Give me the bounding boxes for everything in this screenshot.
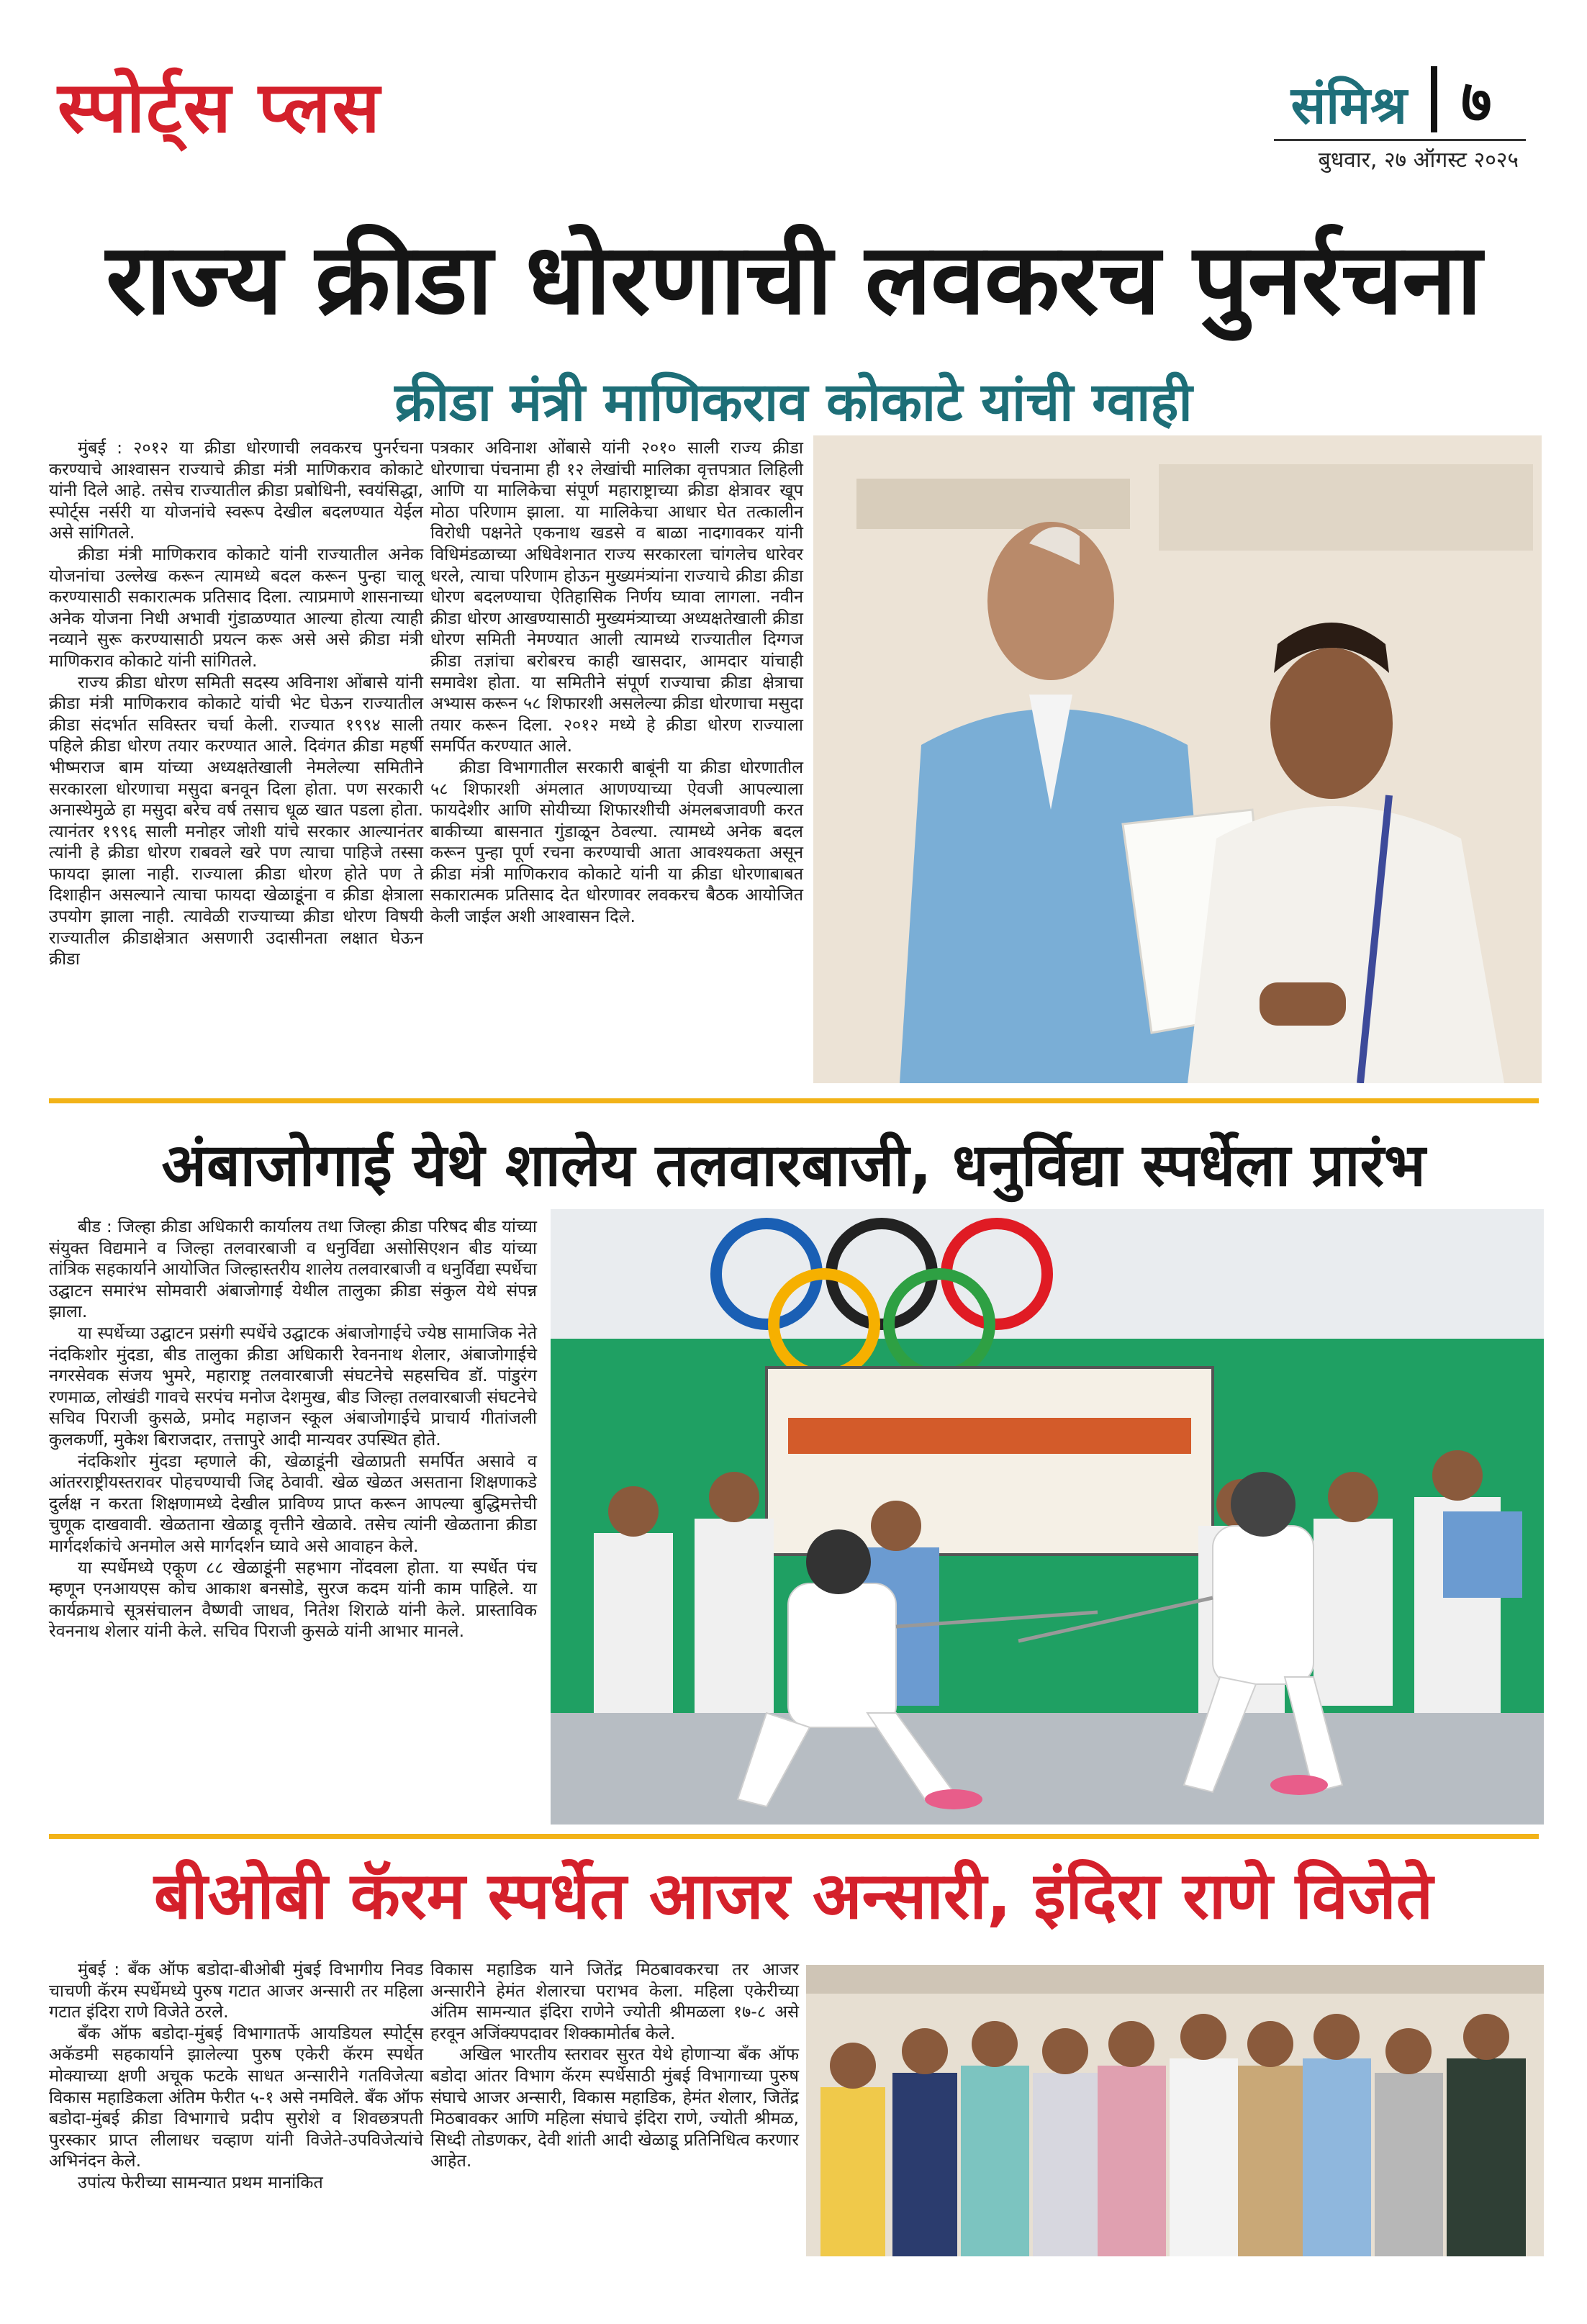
- photo-illustration: [806, 1965, 1544, 2256]
- photo-illustration: [813, 435, 1542, 1083]
- paragraph: उपांत्य फेरीच्या सामन्यात प्रथम मानांकित: [78, 2171, 323, 2192]
- section-name: संमिश्र: [1290, 75, 1407, 135]
- paragraph: नंदकिशोर मुंदडा म्हणाले की, खेळाडूंनी खेळाप्रती समर्पित असावे व आंतरराष्ट्रीयस्तरावर पोहचण्याची जिद्द ठेवावी. खेळ खेळत असताना शिक्षणाकडे दुर्लक्ष न करता शिक्षणामध्ये देखील प्राविण्य प्राप्त करून आपल्या बुद्धिमत्तेची चुणूक दाखवावी. खेळताना खेळाडू वृत्तीने खेळावे. तसेच त्यांनी खेळताना क्रीडा मार्गदर्शकांचे अनमोल असे मार्गदर्शन घ्यावे असे आवाहन केले.: [49, 1450, 537, 1556]
- date-rule: [1274, 139, 1526, 141]
- paragraph: मुंबई : बँक ऑफ बडोदा-बीओबी मुंबई विभागीय निवड चाचणी कॅरम स्पर्धेमध्ये पुरुष गटात आजर अन्सारी तर महिला गटात इंदिरा राणे विजेते ठरले.: [49, 1959, 423, 2022]
- story1-subheadline: क्रीडा मंत्री माणिकराव कोकाटे यांची ग्वाही: [394, 371, 1193, 433]
- story1-column-1: [49, 438, 423, 970]
- story1-column-2: [430, 438, 803, 928]
- masthead-title: स्पोर्ट्स प्लस: [58, 67, 381, 149]
- paragraph: या स्पर्धेच्या उद्घाटन प्रसंगी स्पर्धेचे उद्घाटक अंबाजोगाईचे ज्येष्ठ सामाजिक नेते नंदकिशोर मुंदडा, बीड तालुका क्रीडा अधिकारी रेवननाथ शेलार, अंबाजोगाईचे नगरसेवक संजय भुमरे, महाराष्ट्र तलवारबाजी संघटनेचे सहसचिव डॉ. पांडुरंग रणमाळ, लोखंडी गावचे सरपंच मनोज देशमुख, बीड जिल्हा तलवारबाजी संघटनेचे सचिव पिराजी कुसळे, प्रमोद महाजन स्कूल अंबाजोगाईचे प्राचार्य गीतांजली कुलकर्णी, मुकेश बिराजदार, तत्तापुरे आदी मान्यवर उपस्थित होते.: [49, 1322, 537, 1450]
- story1-headline: राज्य क्रीडा धोरणाची लवकरच पुनर्रचना: [106, 223, 1481, 337]
- paragraph: पत्रकार अविनाश ओंबासे यांनी २०१० साली राज्य क्रीडा धोरणाचा पंचनामा ही १२ लेखांची मालिका वृत्तपत्रात लिहिली आणि या मालिकेचा संपूर्ण महाराष्ट्राच्या क्रीडा क्षेत्रावर खूप मोठा परिणाम झाला. या मालिकेचा आधार घेत तत्कालीन विरोधी पक्षनेते एकनाथ खडसे व बाळा नादगावकर यांनी विधिमंडळाच्या अधिवेशनात राज्य सरकारला चांगलेच धारेवर धरले, त्याचा परिणाम होऊन मुख्यमंत्र्यांना राज्याचे क्रीडा क्रीडा धोरण बदलण्याचा ऐतिहासिक निर्णय घ्यावा लागला. नवीन क्रीडा धोरण आखण्यासाठी मुख्यमंत्र्याच्या अध्यक्षतेखाली क्रीडा धोरण समिती नेमण्यात आली त्यामध्ये राज्यातील दिग्गज क्रीडा तज्ञांचा बरोबरच काही खासदार, आमदार यांचाही समावेश होता. या समितीने संपूर्ण राज्याचा क्रीडा क्षेत्राचा अभ्यास करून ५८ शिफारशी असलेल्या क्रीडा धोरणाचा मसुदा तयार करून दिला. २०१२ मध्ये हे क्रीडा धोरण राज्याला समर्पित करण्यात आले.: [430, 438, 803, 756]
- section-divider: [49, 1834, 1539, 1839]
- paragraph: बँक ऑफ बडोदा-मुंबई विभागातर्फे आयडियल स्पोर्ट्स अकॅडमी सहकार्याने झालेल्या पुरुष एकेरी कॅरम स्पर्धेत मोक्याच्या क्षणी अचूक फटके साधत अन्सारीने गतविजेत्या विकास महाडिकला अंतिम फेरीत ५-१ असे नमविले. बँक ऑफ बडोदा-मुंबई क्रीडा विभागाचे प्रदीप सुरोशे व शिवछत्रपती पुरस्कार प्राप्त लीलाधर चव्हाण यांनी विजेते-उपविजेत्यांचे अभिनंदन केले.: [49, 2022, 423, 2171]
- section-label: [1291, 68, 1407, 139]
- paragraph: क्रीडा मंत्री माणिकराव कोकाटे यांनी राज्यातील अनेक योजनांचा उल्लेख करून त्यामध्ये बदल करून पुन्हा चालू करण्यासाठी सकारात्मक प्रतिसाद दिला. त्याप्रमाणे शासनाच्या अनेक योजना निधी अभावी गुंडाळण्यात आल्या होत्या त्याही नव्याने सुरू करण्यासाठी प्रयत्न करू असे असे क्रीडा मंत्री माणिकराव कोकाटे यांनी सांगितले.: [49, 543, 423, 671]
- paragraph: विकास महाडिक याने जितेंद्र मिठबावकरचा तर आजर अन्सारीने हेमंत शेलारचा पराभव केला. महिला एकेरीच्या अंतिम सामन्यात इंदिरा राणेने ज्योती श्रीमळला १७-८ असे हरवून अजिंक्यपदावर शिक्कामोर्तब केले.: [430, 1959, 799, 2043]
- paragraph: बीड : जिल्हा क्रीडा अधिकारी कार्यालय तथा जिल्हा क्रीडा परिषद बीड यांच्या संयुक्त विद्यमाने व जिल्हा तलवारबाजी व धनुर्विद्या असोसिएशन बीड यांच्या तांत्रिक सहकार्याने आयोजित जिल्हास्तरीय शालेय तलवारबाजी व धनुर्विद्या स्पर्धेचा उद्घाटन समारंभ सोमवारी अंबाजोगाई येथील तालुका क्रीडा संकुल येथे संपन्न झाला.: [49, 1216, 537, 1322]
- page-number: ७: [1461, 68, 1492, 136]
- story1-photo-handshake: [813, 435, 1542, 1083]
- story2-photo-fencing: [551, 1209, 1544, 1825]
- story2-column: [49, 1216, 537, 1642]
- story3-column-2: [430, 1959, 799, 2172]
- story2-headline: अंबाजोगाई येथे शालेय तलवारबाजी, धनुर्विद्या स्पर्धेला प्रारंभ: [161, 1131, 1426, 1200]
- paragraph: या स्पर्धेमध्ये एकूण ८८ खेळाडूंनी सहभाग नोंदवला होता. या स्पर्धेत पंच म्हणून एनआयएस कोच आकाश बनसोडे, सुरज कदम यांनी काम पाहिले. या कार्यक्रमाचे सूत्रसंचालन वैष्णवी जाधव, नितेश शिराळे यांनी केले. प्रास्ताविक रेवननाथ शेलार यांनी केले. सचिव पिराजी कुसळे यांनी आभार मानले.: [49, 1557, 537, 1642]
- paragraph: मुंबई : २०१२ या क्रीडा धोरणाची लवकरच पुनर्रचना करण्याचे आश्वासन राज्याचे क्रीडा मंत्री माणिकराव कोकाटे यांनी दिले आहे. तसेच राज्यातील क्रीडा प्रबोधिनी, स्वयंसिद्धा, स्पोर्ट्स नर्सरी या योजनांचे स्वरूप देखील बदलण्यात येईल असे सांगितले.: [49, 438, 423, 543]
- story3-column-1: [49, 1959, 423, 2194]
- issue-date: बुधवार, २७ ऑगस्ट २०२५: [1318, 148, 1519, 173]
- section-divider: [49, 1098, 1539, 1103]
- masthead-divider: [1431, 66, 1437, 132]
- story3-headline: बीओबी कॅरम स्पर्धेत आजर अन्सारी, इंदिरा राणे विजेते: [153, 1858, 1434, 1934]
- photo-illustration: [551, 1209, 1544, 1825]
- paragraph: अखिल भारतीय स्तरावर सुरत येथे होणाऱ्या बँक ऑफ बडोदा आंतर विभाग कॅरम स्पर्धेसाठी मुंबई विभागाच्या पुरुष संघाचे आजर अन्सारी, विकास महाडिक, हेमंत शेलार, जितेंद्र मिठबावकर आणि महिला संघाचे इंदिरा राणे, ज्योती श्रीमळ, सिध्दी तोडणकर, देवी शांती आदी खेळाडू प्रतिनिधित्व करणार आहेत.: [430, 2044, 799, 2171]
- paragraph: राज्य क्रीडा धोरण समिती सदस्य अविनाश ओंबासे यांनी क्रीडा मंत्री माणिकराव कोकाटे यांची भेट घेऊन राज्यातील क्रीडा संदर्भात सविस्तर चर्चा केली. राज्यात १९९४ साली पहिले क्रीडा धोरण तयार करण्यात आले. दिवंगत क्रीडा महर्षी भीष्मराज बाम यांच्या अध्यक्षतेखाली नेमलेल्या समितीने सरकारला धोरणाचा मसुदा बनवून दिला होता. पण सरकारी अनास्थेमुळे हा मसुदा बरेच वर्ष तसाच धूळ खात पडला होता. त्यानंतर १९९६ साली मनोहर जोशी यांचे सरकार आल्यानंतर त्यांनी हे क्रीडा धोरण राबवले खरे पण त्याचा पाहिजे तस्सा फायदा झाला नाही. राज्याला क्रीडा धोरण होते पण ते दिशाहीन असल्याने त्याचा फायदा खेळाडूंना व क्रीडा क्षेत्राला उपयोग झाला नाही. त्यावेळी राज्याच्या क्रीडा धोरण विषयी राज्यातील क्रीडाक्षेत्रात असणारी उदासीनता लक्षात घेऊन क्रीडा: [49, 672, 423, 969]
- paragraph: क्रीडा विभागातील सरकारी बाबूंनी या क्रीडा धोरणातील ५८ शिफारशी अंमलात आणण्याच्या ऐवजी आपल्याला फायदेशीर आणि सोयीच्या शिफारशीची अंमलबजावणी करत बाकीच्या बासनात गुंडाळून ठेवल्या. त्यामध्ये अनेक बदल करून पुन्हा पूर्ण रचना करण्याची आता आवश्यकता असून क्रीडा मंत्री माणिकराव कोकाटे यांनी या क्रीडा धोरणाबाबत सकारात्मक प्रतिसाद देत धोरणावर लवकरच बैठक आयोजित केली जाईल अशी आश्वासन दिले.: [430, 756, 803, 927]
- story3-photo-group: [806, 1965, 1544, 2256]
